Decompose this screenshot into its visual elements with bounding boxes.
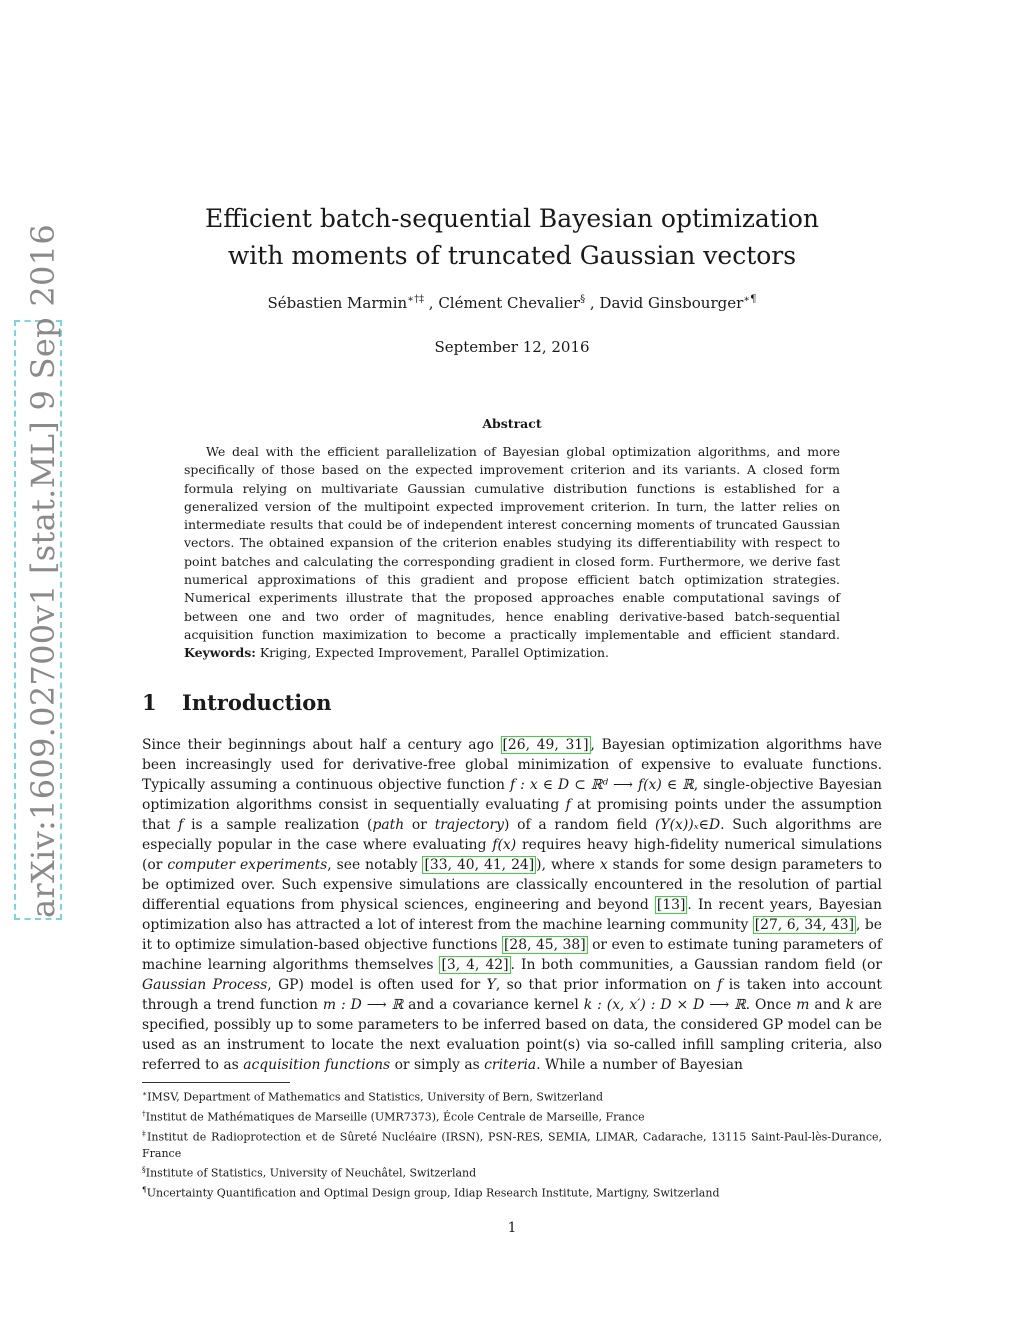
- math-expression: (Y(x))ₓ∈D: [655, 817, 721, 833]
- math-expression: f: [717, 977, 723, 993]
- text-run: . Once: [745, 997, 797, 1013]
- emphasis: trajectory: [434, 817, 504, 833]
- text-run: , be it to optimize simulation-based objective functions: [142, 917, 882, 953]
- emphasis: Gaussian Process: [142, 977, 268, 993]
- math-expression: x: [599, 857, 608, 873]
- text-run: requires heavy high-fidelity numerical simulations (or: [142, 837, 882, 873]
- footnote: [142, 1086, 882, 1106]
- text-run: and: [809, 997, 846, 1013]
- keywords-list: Kriging, Expected Improvement, Parallel Optimization.: [259, 645, 610, 661]
- author-name: Sébastien Marmin: [267, 294, 408, 312]
- text-run: . In recent years, Bayesian optimization also has attracted a lot of interest from the machine learning community: [142, 897, 882, 933]
- math-expression: f : x ∈ D ⊂ ℝᵈ ⟶ f(x) ∈ ℝ: [509, 777, 694, 793]
- math-expression: f: [178, 817, 184, 833]
- text-run: stands for some design parameters to be optimized over. Such expensive simulations are classically encountered in the resolution of partial differential equations from physical sciences, engineering and beyond: [142, 857, 882, 913]
- footnote-mark: ‡: [142, 1128, 148, 1138]
- author-affiliation-marks[interactable]: ∗†‡: [407, 294, 424, 305]
- paper-title: [142, 200, 882, 274]
- text-run: ), where: [536, 857, 600, 873]
- text-run: is a sample realization (: [183, 817, 373, 833]
- abstract-heading: Abstract: [482, 416, 542, 431]
- citation-link[interactable]: [13]: [656, 897, 686, 913]
- text-run: ) of a random field: [503, 817, 656, 833]
- footnote-text: Institut de Radioprotection et de Sûreté Nucléaire (IRSN), PSN-RES, SEMIA, LIMAR, Cadarache, 13115 Saint-Paul-lès-Durance, France: [142, 1130, 882, 1160]
- footnote-text: IMSV, Department of Mathematics and Statistics, University of Bern, Switzerland: [147, 1090, 604, 1104]
- math-expression: k : (x, x′) : D × D ⟶ ℝ: [583, 997, 746, 1013]
- author-name: David Ginsbourger: [599, 294, 744, 312]
- citation-link[interactable]: [33, 40, 41, 24]: [424, 857, 535, 873]
- paper-title-line-1: Efficient batch-sequential Bayesian optimization: [205, 204, 819, 233]
- author-affiliation-marks[interactable]: §: [580, 294, 586, 305]
- footnote: [142, 1126, 882, 1162]
- math-expression: f: [565, 797, 571, 813]
- footnote: [142, 1182, 882, 1202]
- text-run: is taken into account through a trend function: [142, 977, 882, 1013]
- text-run: , so that prior information on: [495, 977, 718, 993]
- publication-date: September 12, 2016: [434, 338, 590, 356]
- section-title: Introduction: [182, 690, 332, 715]
- footnote-text: Institut de Mathématiques de Marseille (UMR7373), École Centrale de Marseille, France: [145, 1110, 645, 1124]
- footnote-divider: [142, 1082, 290, 1083]
- math-expression: m: [796, 997, 810, 1013]
- citation-link[interactable]: [26, 49, 31]: [502, 737, 589, 753]
- citation-link[interactable]: [3, 4, 42]: [441, 957, 509, 973]
- citation-link[interactable]: [27, 6, 34, 43]: [754, 917, 855, 933]
- footnote-text: Uncertainty Quantification and Optimal Design group, Idiap Research Institute, Martigny, Switzerland: [146, 1186, 720, 1200]
- section-heading-introduction: [142, 690, 332, 715]
- footnote: [142, 1162, 882, 1182]
- author-list: [142, 294, 882, 312]
- paper-title-line-2: with moments of truncated Gaussian vectors: [227, 241, 797, 270]
- footnote-mark: ∗: [142, 1089, 148, 1098]
- text-run: , single-objective Bayesian optimization algorithms consist in sequentially evaluating: [142, 777, 882, 813]
- section-number: 1: [142, 690, 157, 715]
- text-run: . In both communities, a Gaussian random field (or: [510, 957, 883, 973]
- abstract-body: [184, 443, 840, 663]
- footnote-mark: †: [142, 1108, 146, 1118]
- emphasis: acquisition functions: [243, 1057, 391, 1073]
- math-expression: Y: [486, 977, 496, 993]
- keywords-label: Keywords:: [184, 645, 256, 661]
- footnotes: [142, 1086, 882, 1202]
- arxiv-identifier[interactable]: arXiv:1609.02700v1 [stat.ML] 9 Sep 2016: [24, 224, 62, 918]
- author-name: Clément Chevalier: [438, 294, 581, 312]
- author-separator: ,: [424, 294, 439, 312]
- math-expression: k: [845, 997, 854, 1013]
- text-run: or simply as: [390, 1057, 485, 1073]
- text-run: and a covariance kernel: [403, 997, 584, 1013]
- footnote-mark: §: [142, 1164, 146, 1174]
- text-run: or: [404, 817, 435, 833]
- text-run: are specified, possibly up to some parameters to be inferred based on data, the considered GP model can be used as an instrument to locate the next evaluation point(s) via so-called infill sampling criteria, also referred to as: [142, 997, 883, 1073]
- text-run: , see notably: [327, 857, 423, 873]
- author-affiliation-marks[interactable]: ∗¶: [743, 294, 757, 305]
- footnote: [142, 1106, 882, 1126]
- emphasis: computer experiments: [167, 857, 328, 873]
- introduction-paragraph: [142, 735, 882, 1075]
- footnote-text: Institute of Statistics, University of Neuchâtel, Switzerland: [145, 1166, 477, 1180]
- math-expression: f(x): [492, 837, 517, 853]
- page-number: 1: [507, 1220, 517, 1236]
- math-expression: m : D ⟶ ℝ: [322, 997, 404, 1013]
- abstract-text: We deal with the efficient parallelization of Bayesian global optimization algorithms, and more specifically of those based on the expected improvement criterion and its variants. A closed form formula relying on multivariate Gaussian cumulative distribution functions is established for a generalized version of the multipoint expected improvement criterion. In turn, the latter relies on intermediate results that could be of independent interest concerning moments of truncated Gaussian vectors. The obtained expansion of the criterion enables studying its differentiability with respect to point batches and calculating the corresponding gradient in closed form. Furthermore, we derive fast numerical approximations of this gradient and propose efficient batch optimization strategies. Numerical experiments illustrate that the proposed approaches enable computational savings of between one and two order of magnitudes, hence enabling derivative-based batch-sequential acquisition function maximization to become a practically implementable and efficient standard.: [184, 444, 840, 642]
- text-run: Since their beginnings about half a century ago: [142, 737, 501, 753]
- text-run: . While a number of Bayesian: [536, 1057, 743, 1073]
- emphasis: path: [372, 817, 405, 833]
- text-run: , Bayesian optimization algorithms have been increasingly used for derivative-free global minimization of expensive to evaluate functions. Typically assuming a continuous objective function: [142, 737, 883, 793]
- footnote-mark: ¶: [142, 1184, 147, 1194]
- author-separator: ,: [585, 294, 600, 312]
- text-run: . Such algorithms are especially popular in the case where evaluating: [142, 817, 882, 853]
- emphasis: criteria: [484, 1057, 537, 1073]
- text-run: , GP) model is often used for: [267, 977, 487, 993]
- citation-link[interactable]: [28, 45, 38]: [503, 937, 586, 953]
- text-run: at promising points under the assumption that: [142, 797, 882, 833]
- text-run: or even to estimate tuning parameters of machine learning algorithms themselves: [142, 937, 882, 973]
